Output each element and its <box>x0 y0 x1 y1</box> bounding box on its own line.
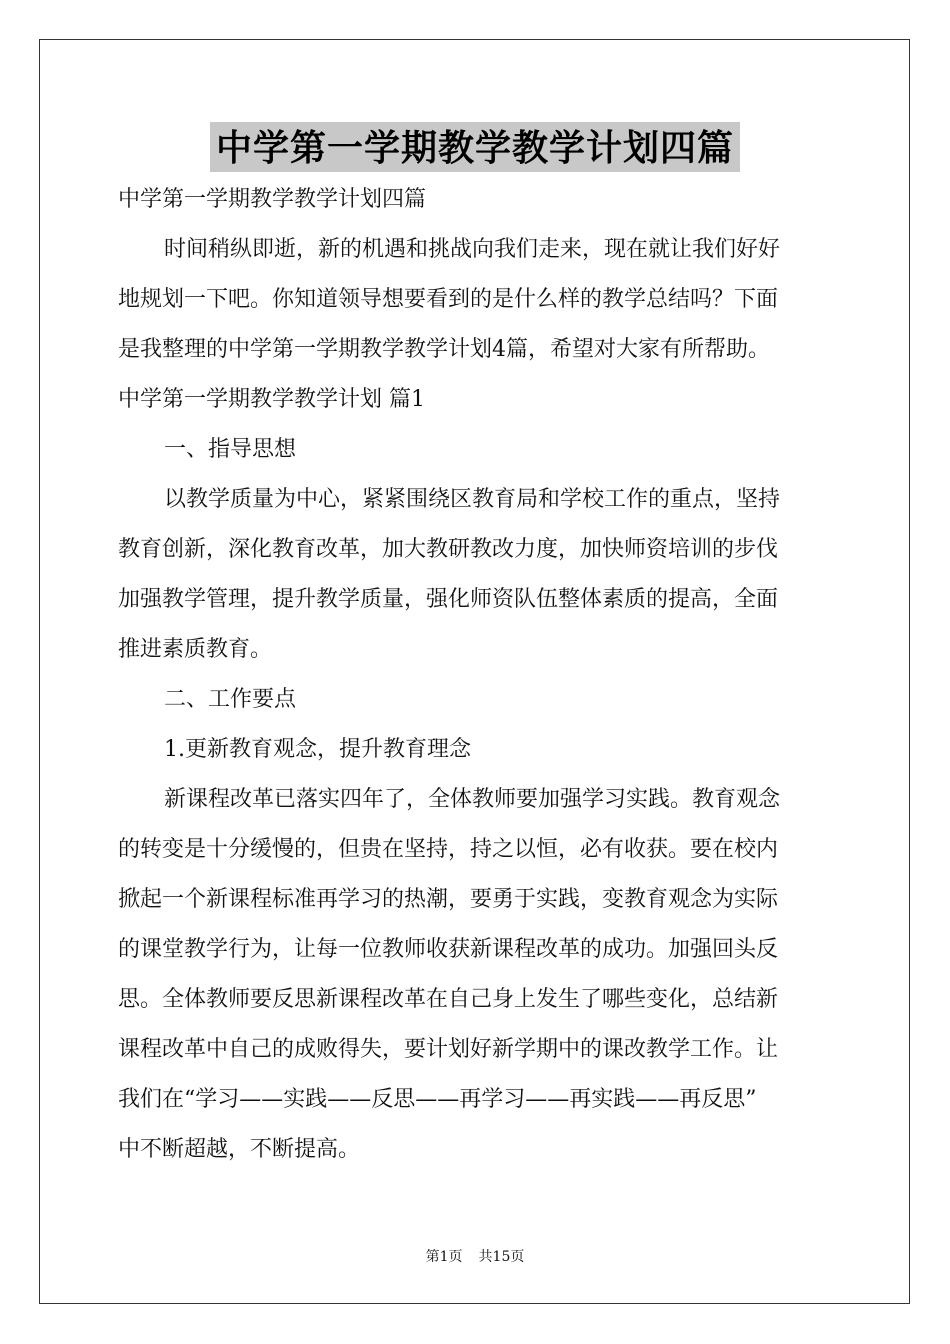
body-line: 教育创新，深化教育改革，加大教研教改力度，加快师资培训的步伐 <box>118 537 779 562</box>
body-line: 地规划一下吧。你知道领导想要看到的是什么样的教学总结吗？下面 <box>118 287 779 312</box>
title-container <box>0 122 950 172</box>
body-line: 以教学质量为中心，紧紧围绕区教育局和学校工作的重点，坚持 <box>164 487 781 512</box>
body-line: 加强教学管理，提升教学质量，强化师资队伍整体素质的提高，全面 <box>118 587 779 612</box>
body-line: 的转变是十分缓慢的，但贵在坚持，持之以恒，必有收获。要在校内 <box>118 837 779 862</box>
body-line: 的课堂教学行为，让每一位教师收获新课程改革的成功。加强回头反 <box>118 937 779 962</box>
subsection-heading: 1.更新教育观念，提升教育理念 <box>164 737 471 762</box>
body-line: 时间稍纵即逝，新的机遇和挑战向我们走来，现在就让我们好好 <box>164 237 781 262</box>
page-footer <box>0 1246 950 1266</box>
total-pages: 共15页 <box>478 1249 525 1265</box>
body-line: 思。全体教师要反思新课程改革在自己身上发生了哪些变化，总结新 <box>118 987 779 1012</box>
document-title: 中学第一学期教学教学计划四篇 <box>210 122 740 172</box>
body-line: 是我整理的中学第一学期教学教学计划4篇，希望对大家有所帮助。 <box>118 337 770 362</box>
body-line: 中学第一学期教学教学计划四篇 <box>118 187 427 212</box>
section-heading: 二、工作要点 <box>164 687 297 712</box>
body-line: 课程改革中自己的成败得失，要计划好新学期中的课改教学工作。让 <box>118 1037 779 1062</box>
body-line: 推进素质教育。 <box>118 637 273 662</box>
section-heading: 中学第一学期教学教学计划 篇1 <box>118 387 425 412</box>
body-line: 中不断超越，不断提高。 <box>118 1137 361 1162</box>
body-line: 新课程改革已落实四年了，全体教师要加强学习实践。教育观念 <box>164 787 781 812</box>
body-line: 我们在“学习——实践——反思——再学习——再实践——再反思” <box>118 1087 757 1112</box>
document-body <box>118 175 834 1175</box>
section-heading: 一、指导思想 <box>164 437 297 462</box>
body-line: 掀起一个新课程标准再学习的热潮，要勇于实践，变教育观念为实际 <box>118 887 779 912</box>
page-number: 第1页 <box>425 1249 463 1265</box>
